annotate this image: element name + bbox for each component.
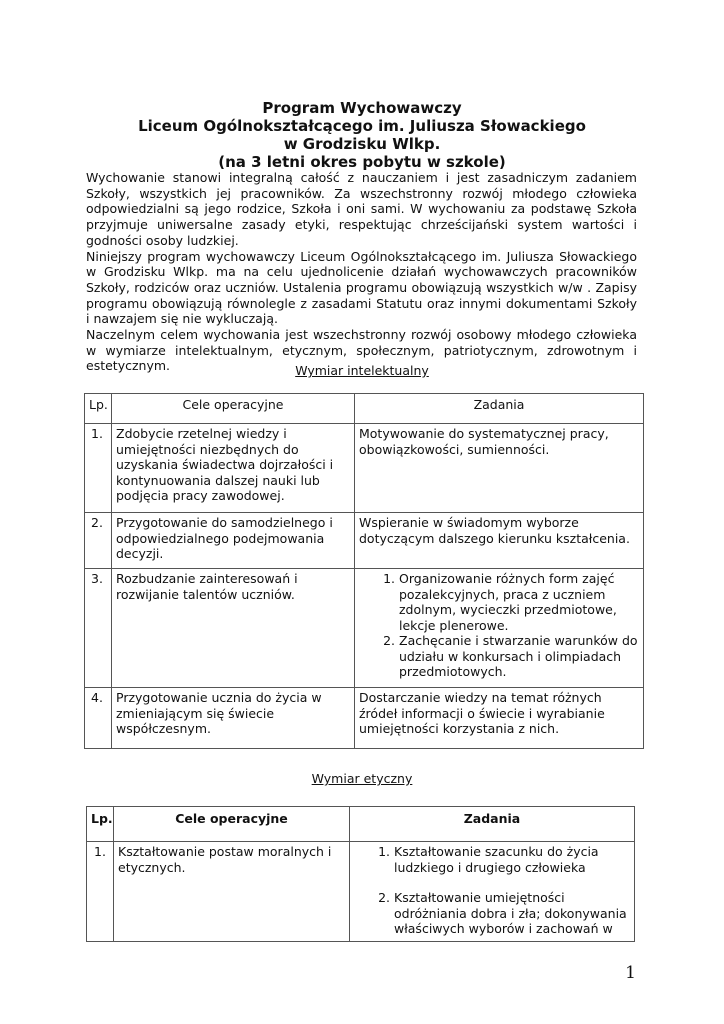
table-header-row (85, 394, 644, 424)
row-goal: Zdobycie rzetelnej wiedzy i umiejętności niezbędnych do uzyskania świadectwa dojrzałości i kontynuowania dalszej nauki lub podjęcia pracy zawodowej. (112, 424, 355, 513)
title-line-3: w Grodzisku Wlkp. (283, 135, 441, 153)
task-list (354, 844, 630, 937)
title-line-2: Liceum Ogólnokształcącego im. Juliusza Słowackiego (138, 117, 586, 135)
section-heading-intellectual: Wymiar intelektualny (295, 363, 429, 378)
row-goal: Przygotowanie do samodzielnego i odpowiedzialnego podejmowania decyzji. (112, 513, 355, 569)
row-task: Dostarczanie wiedzy na temat różnych źródeł informacji o świecie i wyrabianie umiejętności korzystania z nich. (355, 688, 644, 749)
intro-paragraph-2: Niniejszy program wychowawczy Liceum Ogólnokształcącego im. Juliusza Słowackiego w Grodzisku Wlkp. ma na celu ujednolicenie działań wychowawczych pracowników Szkoły, rodziców oraz uczniów. Ustalenia programu obowiązują wszystkich w/w . Zapisy programu obowiązują równolegle z zasadami Statutu oraz innymi dokumentami Szkoły i nawzajem się nie wykluczają. (86, 248, 637, 327)
row-number: 3. (85, 569, 112, 688)
task-item: 1. Kształtowanie szacunku do życia ludzkiego i drugiego człowieka (394, 844, 630, 875)
header-goals: Cele operacyjne (114, 807, 350, 842)
table-row (85, 688, 644, 749)
header-lp: Lp. (87, 807, 114, 842)
row-task-list (350, 842, 635, 942)
row-number: 2. (85, 513, 112, 569)
row-task: Wspieranie w świadomym wyborze dotyczącym dalszego kierunku kształcenia. (355, 513, 644, 569)
intro-text (86, 170, 637, 374)
title-line-1: Program Wychowawczy (262, 99, 462, 117)
table-row (87, 842, 635, 942)
row-goal: Kształtowanie postaw moralnych i etycznych. (114, 842, 350, 942)
header-lp: Lp. (85, 394, 112, 424)
task-item: 2. Zachęcanie i stwarzanie warunków do udziału w konkursach i olimpiadach przedmiotowych. (399, 633, 639, 680)
table-ethical (86, 806, 635, 942)
table-row (85, 513, 644, 569)
task-list (359, 571, 639, 680)
row-task: Motywowanie do systematycznej pracy, obowiązkowości, sumienności. (355, 424, 644, 513)
section-heading-ethical: Wymiar etyczny (311, 771, 413, 786)
header-tasks: Zadania (355, 394, 644, 424)
row-number: 1. (87, 842, 114, 942)
document-title (70, 99, 654, 171)
title-line-4: (na 3 letni okres pobytu w szkole) (218, 153, 506, 171)
row-task-list (355, 569, 644, 688)
intro-paragraph-3: Naczelnym celem wychowania jest wszechstronny rozwój osobowy młodego człowieka w wymiarze intelektualnym, etycznym, społecznym, patriotycznym, zdrowotnym i estetycznym. (86, 327, 637, 374)
table-row (85, 569, 644, 688)
task-item: 1. Organizowanie różnych form zajęć pozalekcyjnych, praca z uczniem zdolnym, wycieczki przedmiotowe, lekcje plenerowe. (399, 571, 639, 633)
header-tasks: Zadania (350, 807, 635, 842)
table-row (85, 424, 644, 513)
intro-paragraph-1: Wychowanie stanowi integralną całość z nauczaniem i jest zasadniczym zadaniem Szkoły, wszystkich jej pracowników. Za wszechstronny rozwój młodego człowieka odpowiedzialni są jego rodzice, Szkoła i oni sami. W wychowaniu za podstawę Szkoła przyjmuje uniwersalne zasady etyki, respektując chrześcijański system wartości i godności osoby ludzkiej. (86, 170, 637, 248)
row-number: 1. (85, 424, 112, 513)
task-item: 2. Kształtowanie umiejętności odróżniania dobra i zła; dokonywania właściwych wyborów i zachowań w (394, 890, 630, 937)
page-number: 1 (625, 963, 636, 983)
row-goal: Przygotowanie ucznia do życia w zmieniającym się świecie współczesnym. (112, 688, 355, 749)
table-intellectual (84, 393, 644, 749)
row-number: 4. (85, 688, 112, 749)
row-goal: Rozbudzanie zainteresowań i rozwijanie talentów uczniów. (112, 569, 355, 688)
table-header-row (87, 807, 635, 842)
header-goals: Cele operacyjne (112, 394, 355, 424)
